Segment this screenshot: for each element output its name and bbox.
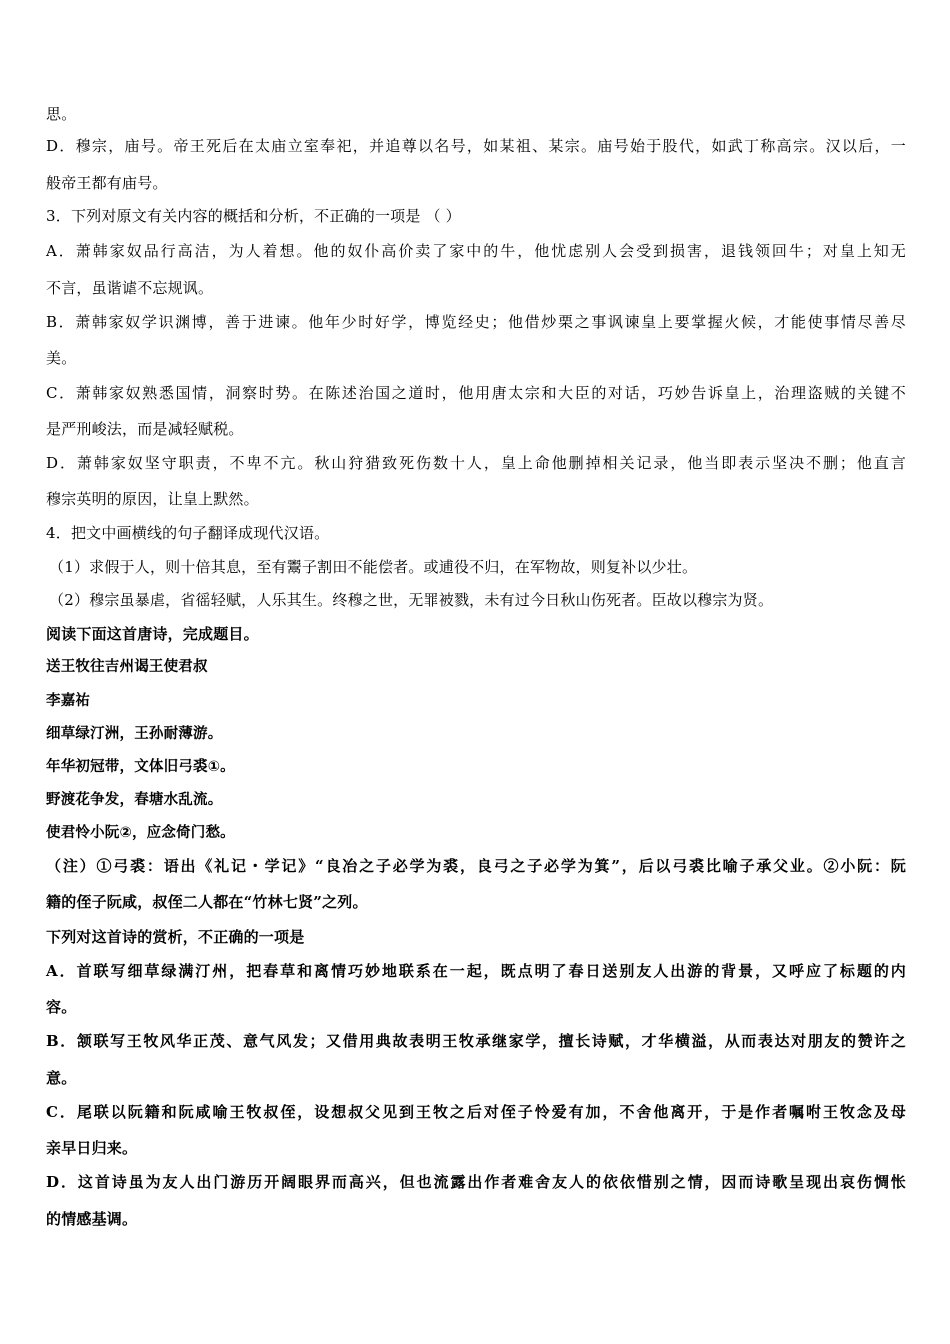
text-line: 思。 (46, 105, 77, 123)
translation-item-1: （1）求假于人，则十倍其息，至有鬻子割田不能偿者。或逋役不归，在军物故，则复补以少壮。 (49, 558, 698, 576)
option-d-mingzhuang: D．穆宗，庙号。帝王死后在太庙立室奉祀，并追尊以名号，如某祖、某宗。庙号始于股代，如武丁称高宗。汉以后，一 (46, 137, 906, 155)
poem-line: 野渡花争发，春塘水乱流。 (46, 792, 223, 808)
poem-line: 细草绿汀洲，王孙耐薄游。 (46, 726, 223, 742)
question-3-option-d: D．萧韩家奴坚守职责，不卑不亢。秋山狩猎致死伤数十人，皇上命他删掉相关记录，他当即表示坚决不删；他直言 (46, 454, 906, 472)
poem-title: 送王牧往吉州谒王使君叔 (46, 659, 208, 675)
text-line: 意。 (46, 1069, 77, 1087)
text-line: 美。 (46, 349, 77, 367)
poem-line: 年华初冠带，文体旧弓裘①。 (46, 759, 235, 775)
question-5-option-b: B．颔联写王牧风华正茂、意气风发；又借用典故表明王牧承继家学，擅长诗赋，才华横溢，从而表达对朋友的赞许之 (46, 1032, 906, 1050)
poem-line: 使君怜小阮②，应念倚门愁。 (46, 825, 235, 841)
question-3-option-b: B．萧韩家奴学识渊博，善于进谏。他年少时好学，博览经史；他借炒栗之事讽谏皇上要掌握火候，才能使事情尽善尽 (46, 313, 906, 331)
text-line: 的情感基调。 (46, 1210, 138, 1228)
poem-author: 李嘉祐 (46, 693, 91, 709)
question-3-stem: 3．下列对原文有关内容的概括和分析，不正确的一项是 （ ） (46, 207, 461, 225)
question-3-option-a: A．萧韩家奴品行高洁，为人着想。他的奴仆高价卖了家中的牛，他忧虑别人会受到损害，退钱领回牛；对皇上知无 (46, 242, 906, 260)
question-5-option-c: C．尾联以阮籍和阮咸喻王牧叔侄，设想叔父见到王牧之后对侄子怜爱有加，不舍他离开，于是作者嘱咐王牧念及母 (46, 1103, 906, 1121)
poem-notes: （注）①弓裘：语出《礼记・学记》“良冶之子必学为裘，良弓之子必学为箕”，后以弓裘比喻子承父业。②小阮：阮 (46, 857, 906, 875)
question-5-option-d: D．这首诗虽为友人出门游历开阔眼界而高兴，但也流露出作者难舍友人的依依惜别之情，因而诗歌呈现出哀伤惆怅 (46, 1173, 906, 1191)
text-line: 籍的侄子阮咸，叔侄二人都在“竹林七贤”之列。 (46, 893, 368, 911)
question-4-stem: 4．把文中画横线的句子翻译成现代汉语。 (46, 524, 330, 542)
question-5-option-a: A．首联写细草绿满汀州，把春草和离情巧妙地联系在一起，既点明了春日送别友人出游的背景，又呼应了标题的内 (46, 962, 906, 980)
text-line: 般帝王都有庙号。 (46, 174, 168, 192)
question-5-stem: 下列对这首诗的赏析，不正确的一项是 (46, 928, 305, 946)
text-line: 容。 (46, 998, 77, 1016)
reading-instruction: 阅读下面这首唐诗，完成题目。 (46, 625, 259, 643)
text-line: 亲早日归来。 (46, 1139, 138, 1157)
translation-item-2: （2）穆宗虽暴虐，省徭轻赋，人乐其生。终穆之世，无罪被戮，未有过今日秋山伤死者。臣故以穆宗为贤。 (49, 591, 774, 609)
text-line: 是严刑峻法，而是减轻赋税。 (46, 420, 244, 438)
text-line: 不言，虽谐谑不忘规讽。 (46, 279, 214, 297)
text-line: 穆宗英明的原因，让皇上默然。 (46, 490, 259, 508)
question-3-option-c: C．萧韩家奴熟悉国情，洞察时势。在陈述治国之道时，他用唐太宗和大臣的对话，巧妙告诉皇上，治理盗贼的关键不 (46, 384, 906, 402)
